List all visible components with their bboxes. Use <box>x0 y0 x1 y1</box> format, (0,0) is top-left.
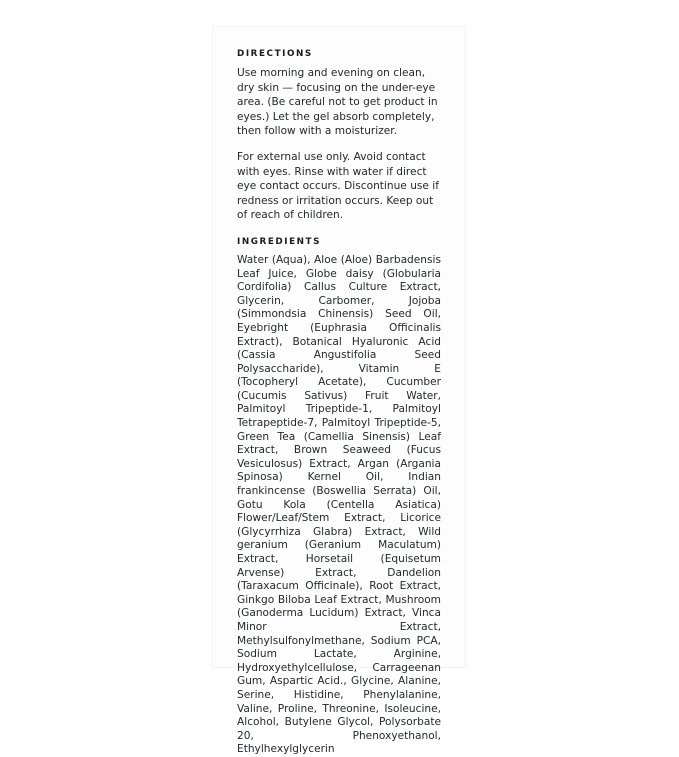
directions-paragraph-usage: Use morning and evening on clean, dry skin — focusing on the under-eye area. (Be careful not to get product in eyes.) Let the gel absorb completely, then follow with a moisturizer. <box>237 67 438 138</box>
directions-heading: DIRECTIONS <box>237 49 313 59</box>
label-panel <box>213 27 465 756</box>
directions-section <box>237 49 441 223</box>
ingredients-heading: INGREDIENTS <box>237 236 321 247</box>
ingredients-list: Water (Aqua), Aloe (Aloe) Barbadensis Leaf Juice, Globe daisy (Globularia Cordifolia) Callus Culture Extract, Glycerin, Carbomer, Jojoba (Simmondsia Chinensis) Seed Oil, Eyebright (Euphrasia Officinalis Extract), Botanical Hyaluronic Acid (Cassia Angustifolia Seed Polysaccharide), Vitamin E (Tocopheryl Acetate), Cucumber (Cucumis Sativus) Fruit Water, Palmitoyl Tripeptide-1, Palmitoyl Tetrapeptide-7, Palmitoyl Tripeptide-5, Green Tea (Camellia Sinensis) Leaf Extract, Brown Seaweed (Fucus Vesiculosus) Extract, Argan (Argania Spinosa) Kernel Oil, Indian frankincense (Boswellia Serrata) Oil, Gotu Kola (Centella Asiatica) Flower/Leaf/Stem Extract, Licorice (Glycyrrhiza Glabra) Extract, Wild geranium (Geranium Maculatum) Extract, Horsetail (Equisetum Arvense) Extract, Dandelion (Taraxacum Officinale), Root Extract, Ginkgo Biloba Leaf Extract, Mushroom (Ganoderma Lucidum) Extract, Vinca Minor Extract, Methylsulfonylmethane, Sodium PCA, Sodium Lactate, Arginine, Hydroxyethylcellulose, Carrageenan Gum, Aspartic Acid., Glycine, Alanine, Serine, Histidine, Phenylalanine, Valine, Proline, Threonine, Isoleucine, Alcohol, Butylene Glycol, Polysorbate 20, Phenoxyethanol, Ethylhexylglycerin <box>237 253 441 756</box>
label-content <box>237 49 441 757</box>
directions-paragraph-warning: For external use only. Avoid contact with eyes. Rinse with water if direct eye contact occurs. Discontinue use if redness or irritation occurs. Keep out of reach of children. <box>237 150 439 222</box>
